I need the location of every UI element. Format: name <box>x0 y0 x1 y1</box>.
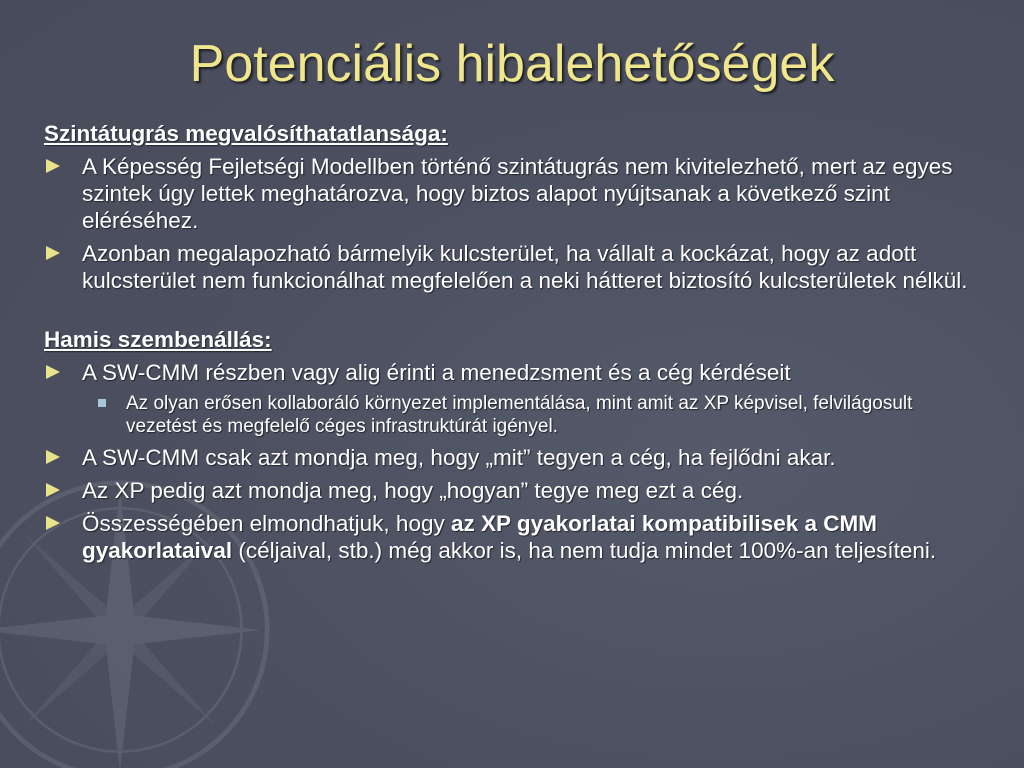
square-bullet-icon <box>98 399 106 407</box>
bullet-text-post: (céljaival, stb.) még akkor is, ha nem tudja mindet 100%-an teljesíteni. <box>232 538 937 563</box>
bullet-item <box>44 510 974 564</box>
sub-bullet-text: Az olyan erősen kollaboráló környezet implementálása, mint amit az XP képvisel, felvilágosult vezetést és megfelelő céges infrastruktúrát igényel. <box>126 393 913 437</box>
slide-content <box>44 120 974 570</box>
bullet-item <box>44 477 974 504</box>
slide-title: Potenciális hibalehetőségek <box>189 35 835 93</box>
bullet-item <box>44 359 974 386</box>
bullet-text-pre: Összességében elmondhatjuk, hogy <box>82 511 451 536</box>
bullet-text: A SW-CMM csak azt mondja meg, hogy „mit” tegyen a cég, ha fejlődni akar. <box>82 445 836 470</box>
bullet-text-bold: az XP gyakorlatai kompatibilisek a CMM gyakorlataival <box>82 511 877 563</box>
section-heading-level-skipping: Szintátugrás megvalósíthatatlansága: <box>44 121 448 146</box>
bullet-item <box>44 153 974 234</box>
bullet-item <box>44 444 974 471</box>
section-heading-false-opposition: Hamis szembenállás: <box>44 327 272 352</box>
bullet-item <box>44 240 974 294</box>
arrow-bullet-icon <box>46 246 60 260</box>
arrow-bullet-icon <box>46 365 60 379</box>
bullet-text: A Képesség Fejletségi Modellben történő szintátugrás nem kivitelezhető, mert az egyes szintek úgy lettek meghatározva, hogy biztos alapot nyújtsanak a következő szint eléréséhez. <box>82 154 953 233</box>
arrow-bullet-icon <box>46 483 60 497</box>
bullet-text: Az XP pedig azt mondja meg, hogy „hogyan” tegye meg ezt a cég. <box>82 478 744 503</box>
sub-bullet-item <box>44 392 974 438</box>
bullet-text: A SW-CMM részben vagy alig érinti a menedzsment és a cég kérdéseit <box>82 360 791 385</box>
bullet-text: Azonban megalapozható bármelyik kulcsterület, ha vállalt a kockázat, hogy az adott kulcsterület nem funkcionálhat megfelelően a neki hátteret biztosító kulcsterületek nélkül. <box>82 241 968 293</box>
arrow-bullet-icon <box>46 450 60 464</box>
arrow-bullet-icon <box>46 159 60 173</box>
arrow-bullet-icon <box>46 516 60 530</box>
